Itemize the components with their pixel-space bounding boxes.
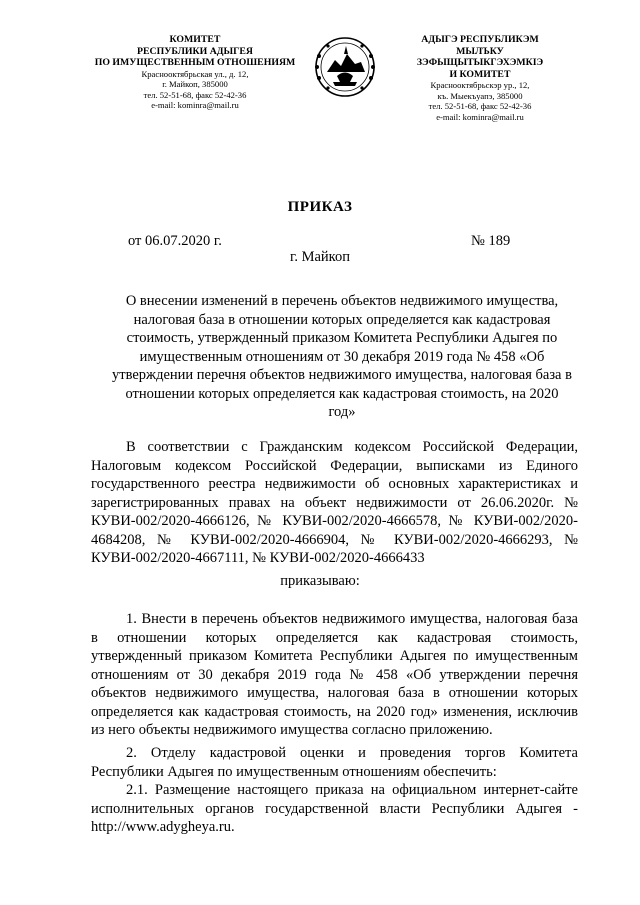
order-item-2: 2. Отделу кадастровой оценки и проведения торгов Комитета Республики Адыгея по имущественным отношениям обеспечить: xyxy=(91,745,578,780)
org-name-line: ПО ИМУЩЕСТВЕННЫМ ОТНОШЕНИЯМ xyxy=(94,57,296,68)
org-address: Краснооктябрьская ул., д. 12, xyxy=(141,68,249,79)
order-item-2-1: 2.1. Размещение настоящего приказа на официальном интернет-сайте исполнительных органов государственной власти Республики Адыгея - http://www.adygheya.ru. xyxy=(91,782,578,835)
coat-of-arms-icon xyxy=(303,36,387,98)
header-right xyxy=(400,34,560,122)
document-subject: О внесении изменений в перечень объектов недвижимого имущества, налоговая база в отношении которых определяется как кадастровая стоимость, утвержденный приказом Комитета Республики Адыгея по имущественным отношениям от 30 декабря 2019 года № 458 «Об утверждении перечня объектов недвижимого имущества, налоговая база в отношении которых определяется как кадастровая стоимость, на 2020 год» xyxy=(112,293,572,420)
document-city: г. Майкоп xyxy=(290,249,350,265)
org-city: къ. Мыекъуапэ, 385000 xyxy=(437,90,523,101)
org-city: г. Майкоп, 385000 xyxy=(162,79,228,89)
document-title: ПРИКАЗ xyxy=(287,199,353,215)
org-name-line: МЫЛЪКУ ЗЭФЫЩЫТЫКГЭХЭМКIЭ xyxy=(416,45,544,68)
document-date: от 06.07.2020 г. xyxy=(128,233,222,249)
org-phone: тел. 52-51-68, факс 52-42-36 xyxy=(428,101,532,111)
org-email: e-mail: kominra@mail.ru xyxy=(151,100,239,110)
org-phone: тел. 52-51-68, факс 52-42-36 xyxy=(143,89,247,100)
org-address: Краснооктябрьскэр ур., 12, xyxy=(430,80,530,90)
org-name-line: АДЫГЭ РЕСПУБЛИКЭМ xyxy=(421,34,539,45)
document-number: № 189 xyxy=(471,233,511,249)
header-left xyxy=(88,34,302,111)
order-item-1: 1. Внести в перечень объектов недвижимого имущества, налоговая база в отношении которых определяется как кадастровая стоимость, утвержденный приказом Комитета Республики Адыгея по имущественным отношениям от 30 декабря 2019 года № 458 «Об утверждении перечня объектов недвижимого имущества, налоговая база в отношении которых определяется как кадастровая стоимость, на 2020 год» изменения, исключив из него объекты недвижимого имущества согласно приложению. xyxy=(91,611,578,738)
org-name-line: КОМИТЕТ xyxy=(169,34,221,45)
preamble-paragraph: В соответствии с Гражданским кодексом Российской Федерации, Налоговым кодексом Российской Федерации, выписками из Единого государственного реестра недвижимости об основных характеристиках и зарегистрированных правах на объект недвижимости от 26.06.2020г. № КУВИ-002/2020-4666126, № КУВИ-002/2020-4666578, № КУВИ-002/2020-4684208, № КУВИ-002/2020-4666904, № КУВИ-002/2020-4666293, № КУВИ-002/2020-4667111, № КУВИ-002/2020-4666433 xyxy=(91,439,578,566)
org-name-line: И КОМИТЕТ xyxy=(449,68,511,80)
orders-word: приказываю: xyxy=(280,573,360,589)
org-email: e-mail: kominra@mail.ru xyxy=(436,111,524,122)
org-name-line: РЕСПУБЛИКИ АДЫГЕЯ xyxy=(136,45,253,57)
